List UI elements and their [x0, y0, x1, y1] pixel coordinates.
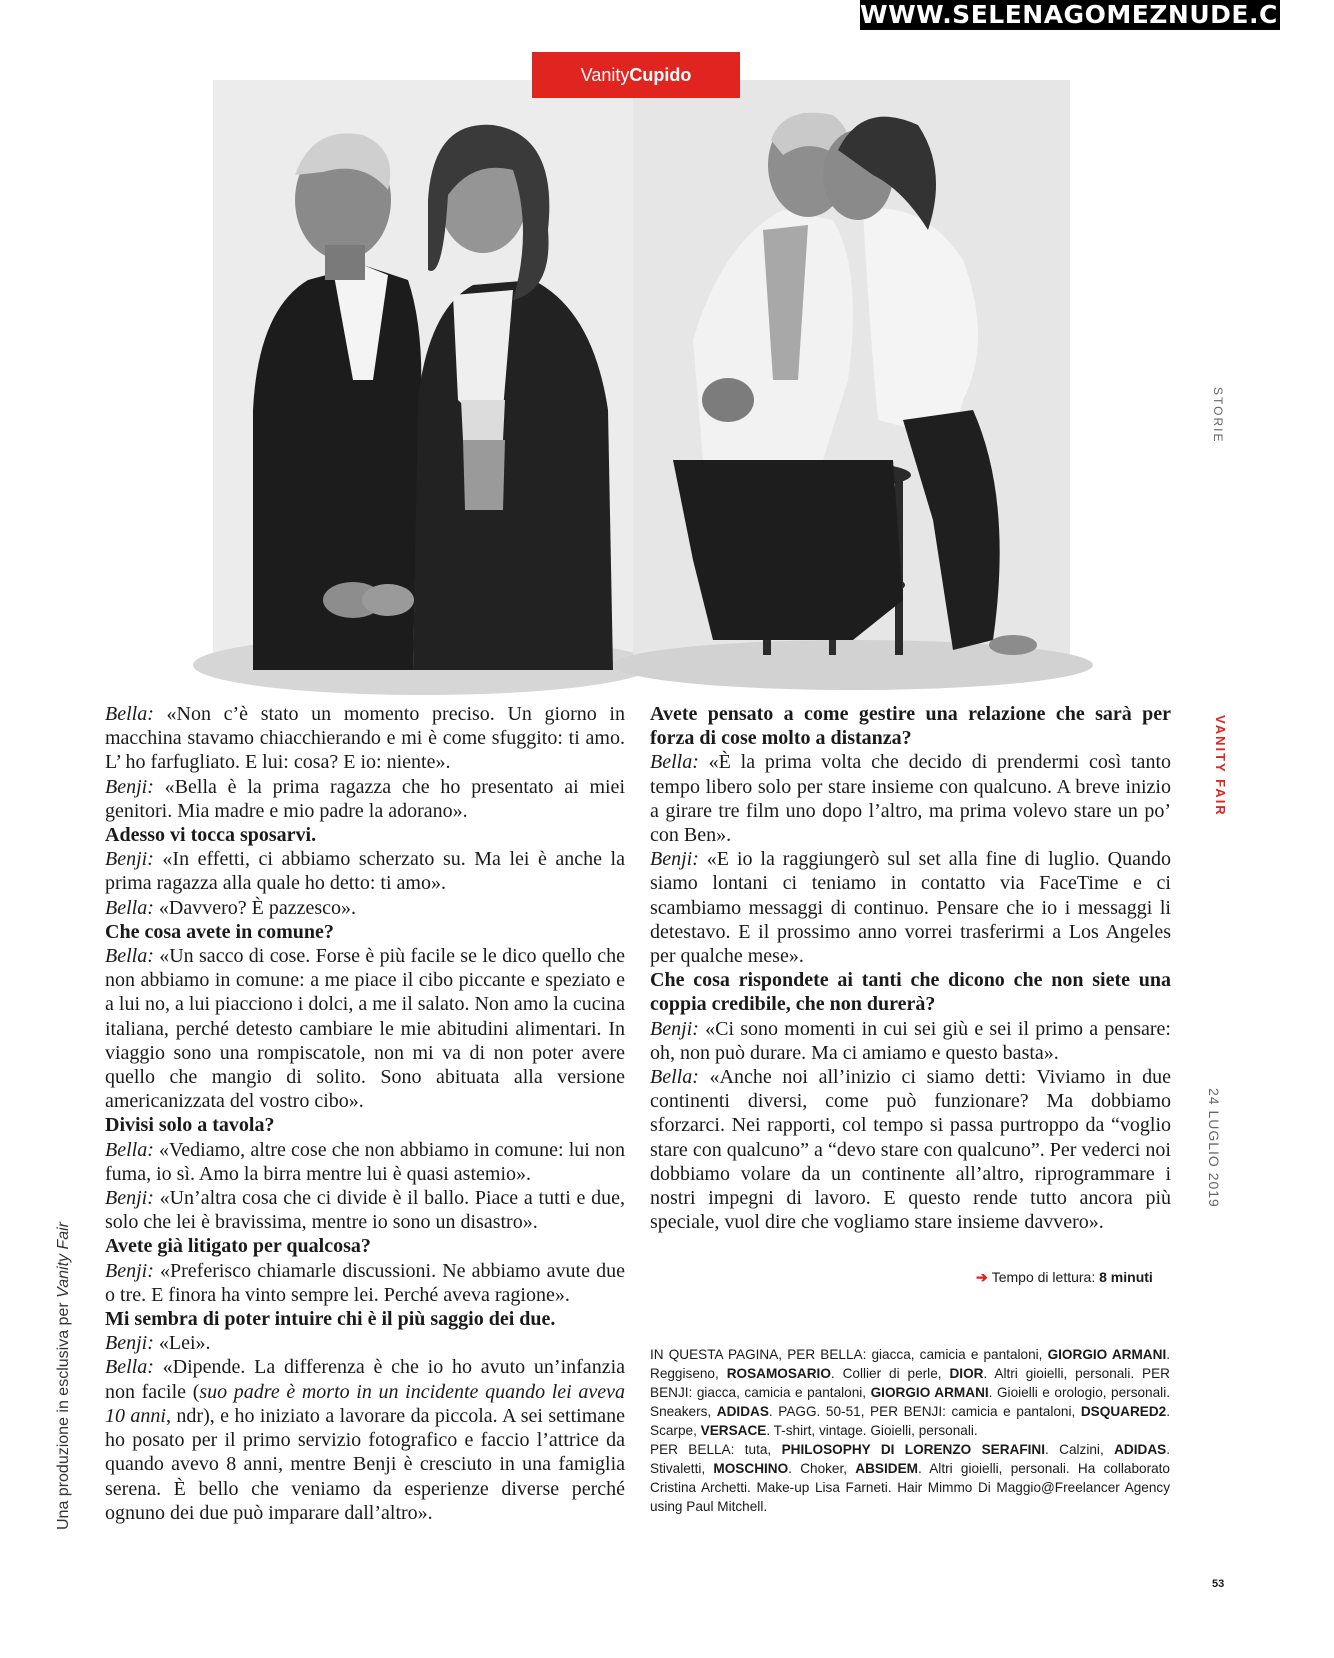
photo-couple-kissing-illustration — [633, 80, 1070, 670]
credit-text: . Choker, — [788, 1461, 856, 1476]
brand-name: ADIDAS — [716, 1404, 769, 1419]
interview-answer — [650, 1017, 1171, 1065]
interview-question: Adesso vi tocca sposarvi. — [105, 824, 317, 847]
brand-name: DIOR — [949, 1366, 984, 1381]
interview-answer — [105, 1259, 625, 1307]
credits-paragraph-2 — [650, 1440, 1170, 1516]
answer-text: «Dipende. La differenza è che io ho avuto un’infanzia non facile ( — [105, 1356, 625, 1403]
article-column-left — [105, 702, 625, 1525]
brand-name: DSQUARED2 — [1080, 1404, 1167, 1419]
credits-paragraph-1 — [650, 1345, 1170, 1440]
reading-time-label: Tempo di lettura: — [991, 1269, 1100, 1285]
interview-answer — [650, 847, 1171, 968]
brand-name: ABSIDEM — [855, 1461, 918, 1476]
fashion-credits — [650, 1345, 1170, 1516]
brand-name: ADIDAS — [1114, 1442, 1167, 1457]
interview-question: Divisi solo a tavola? — [105, 1114, 275, 1137]
speaker-name: Benji: — [650, 848, 699, 871]
answer-text: «Vediamo, altre cose che non abbiamo in comune: lui non fuma, io sì. Amo la birra mentre lui è quasi astemio». — [105, 1138, 625, 1185]
speaker-name: Bella: — [105, 896, 154, 919]
answer-text: «E io la raggiungerò sul set alla fine di luglio. Quando siamo lontani ci teniamo in contatto via FaceTime e ci scambiamo messaggi di continuo. Pensare che io i messaggi li detestavo. E il prossimo anno vorrei trasferirmi a Los Angeles per qualche mese». — [650, 848, 1171, 968]
interview-answer — [105, 702, 625, 775]
credit-text: . Altri gioielli, personali. Ha collaborato Cristina Archetti. Make-up Lisa Farneti. Hair Mimmo Di Maggio@Freelancer Agency using Paul Mitchell. — [650, 1461, 1170, 1514]
photo-couple-kissing — [633, 80, 1070, 670]
interview-answer — [105, 896, 625, 920]
answer-text: «Ci sono momenti in cui sei giù e sei il primo a pensare: oh, non può durare. Ma ci amiamo e questo basta». — [650, 1017, 1171, 1064]
answer-text: «È la prima volta che decido di prendermi così tanto tempo libero solo per stare insieme con qualcuno. A breve inizio a girare tre film uno dopo l’altro, ma prima volevo stare un po’ con Ben». — [650, 751, 1171, 847]
interview-answer — [105, 1138, 625, 1186]
speaker-name: Benji: — [105, 1332, 154, 1355]
speaker-name: Bella: — [105, 945, 154, 968]
credit-text: . T-shirt, vintage. Gioielli, personali. — [766, 1423, 978, 1438]
brand-name: PHILOSOPHY DI LORENZO SERAFINI — [781, 1442, 1046, 1457]
watermark: WWW.SELENAGOMEZNUDE.CLUB — [860, 0, 1334, 29]
section-tag-name: Cupido — [629, 65, 692, 85]
section-tag — [532, 52, 740, 98]
brand-name: MOSCHINO — [713, 1461, 789, 1476]
side-label-storie: STORIE — [1211, 387, 1225, 444]
credit-text: . Altri gioielli, personali. PER BENJI: giacca, camicia e pantaloni, — [650, 1366, 1170, 1400]
credit-text: PER BELLA: tuta, — [650, 1442, 782, 1457]
credit-text: . Collier di perle, — [830, 1366, 950, 1381]
page-number: 53 — [1212, 1578, 1225, 1590]
interview-answer — [105, 775, 625, 823]
speaker-name: Benji: — [650, 1017, 699, 1040]
credit-text: . Calzini, — [1045, 1442, 1115, 1457]
production-magazine: Vanity Fair — [55, 1221, 72, 1298]
section-tag-prefix: Vanity — [580, 65, 630, 85]
side-label-vanity-fair: VANITY FAIR — [1213, 715, 1228, 817]
credit-text: . Scarpe, — [650, 1404, 1170, 1438]
interview-answer — [105, 944, 625, 1113]
speaker-name: Benji: — [105, 775, 154, 798]
interview-answer — [650, 750, 1171, 847]
interview-answer — [105, 1355, 625, 1524]
brand-name: VERSACE — [700, 1423, 767, 1438]
speaker-name: Bella: — [105, 1138, 154, 1161]
answer-text: «Bella è la prima ragazza che ho presentato ai miei genitori. Mia madre e mio padre la adorano». — [105, 775, 625, 822]
interview-answer — [650, 1065, 1171, 1234]
speaker-name: Benji: — [105, 848, 154, 871]
brand-name: GIORGIO ARMANI — [1047, 1347, 1167, 1362]
editor-note: suo padre è morto in un incidente quando lei aveva 10 anni — [105, 1380, 625, 1427]
answer-text: «In effetti, ci abbiamo scherzato su. Ma lei è anche la prima ragazza alla quale ho detto: ti amo». — [105, 848, 625, 895]
interview-question: Che cosa avete in comune? — [105, 920, 334, 943]
interview-question: Che cosa rispondete ai tanti che dicono che non siete una coppia credibile, che non durerà? — [650, 969, 1171, 1016]
speaker-name: Bella: — [105, 703, 154, 725]
speaker-name: Bella: — [650, 1066, 699, 1089]
reading-time-value: 8 minuti — [1099, 1269, 1153, 1285]
interview-answer — [105, 1186, 625, 1234]
answer-text: , ndr), e ho iniziato a lavorare da piccola. A sei settimane ho posato per il primo servizio fotografico e faccio l’attrice da quando avevo 8 anni, mentre Benji è cresciuto in una famiglia serena. È bello che veniamo da esperienze diverse perché ognuno dei due può imparare dall’altro». — [105, 1404, 626, 1524]
interview-question: Mi sembra di poter intuire chi è il più saggio dei due. — [105, 1308, 556, 1331]
answer-text: «Anche noi all’inizio ci siamo detti: Viviamo in due continenti diversi, come può funzionare? Ma dobbiamo sforzarci. Nei rapporti, col tempo si passa purtroppo da “voglio stare con qualcuno” a “devo stare con qualcuno”. Per vederci noi dobbiamo volare da un continente all’altro, riprogrammare i nostri impegni di lavoro. E questo rende tutto ancora più speciale, vuol dire che vogliamo stare insieme davvero». — [650, 1066, 1171, 1234]
speaker-name: Benji: — [105, 1259, 154, 1282]
side-label-production — [55, 1222, 73, 1530]
interview-question: Avete pensato a come gestire una relazione che sarà per forza di cose molto a distanza? — [650, 703, 1171, 750]
interview-question: Avete già litigato per qualcosa? — [105, 1235, 371, 1258]
credit-text: IN QUESTA PAGINA, PER BELLA: giacca, camicia e pantaloni, — [650, 1347, 1048, 1362]
arrow-right-icon: ➔ — [976, 1269, 988, 1285]
article-column-right — [650, 702, 1171, 1234]
credit-text: . Reggiseno, — [650, 1347, 1170, 1381]
speaker-name: Bella: — [105, 1356, 154, 1379]
answer-text: «Davvero? È pazzesco». — [153, 896, 356, 919]
credit-text: . Stivaletti, — [650, 1442, 1170, 1476]
production-prefix: Una produzione in esclusiva per — [55, 1297, 72, 1530]
photo-couple-seated-illustration — [213, 80, 633, 670]
credit-text: . PAGG. 50-51, PER BENJI: camicia e pantaloni, — [768, 1404, 1081, 1419]
photo-couple-seated — [213, 80, 633, 670]
side-label-date: 24 LUGLIO 2019 — [1206, 1088, 1222, 1208]
interview-answer — [105, 847, 625, 895]
answer-text: «Un sacco di cose. Forse è più facile se le dico quello che non abbiamo in comune: a me piace il cibo piccante e speziato e a lui no, a lui piacciono i dolci, a me il salato. Non amo la cucina italiana, perché detesto cambiare le mie abitudini alimentari. In viaggio sono una rompiscatole, non mi va di non poter avere quello che mangio di solito. Sono abituata alla versione americanizzata del vostro cibo». — [105, 945, 625, 1113]
answer-text: «Lei». — [153, 1332, 211, 1355]
credit-text: . Gioielli e orologio, personali. Sneakers, — [650, 1385, 1170, 1419]
answer-text: «Un’altra cosa che ci divide è il ballo. Piace a tutti e due, solo che lei è bravissima, mentre io sono un disastro». — [105, 1187, 625, 1234]
answer-text: «Non c’è stato un momento preciso. Un giorno in macchina stavamo chiacchierando e mi è come sfuggito: ti amo. L’ ho farfugliato. E lui: cosa? E io: niente». — [105, 703, 625, 774]
interview-answer — [105, 1331, 625, 1355]
reading-time — [976, 1269, 1153, 1286]
brand-name: ROSAMOSARIO — [726, 1366, 831, 1381]
speaker-name: Bella: — [650, 751, 699, 774]
speaker-name: Benji: — [105, 1187, 154, 1210]
brand-name: GIORGIO ARMANI — [870, 1385, 989, 1400]
answer-text: «Preferisco chiamarle discussioni. Ne abbiamo avute due o tre. E finora ha vinto sempre lei. Perché aveva ragione». — [105, 1259, 625, 1306]
